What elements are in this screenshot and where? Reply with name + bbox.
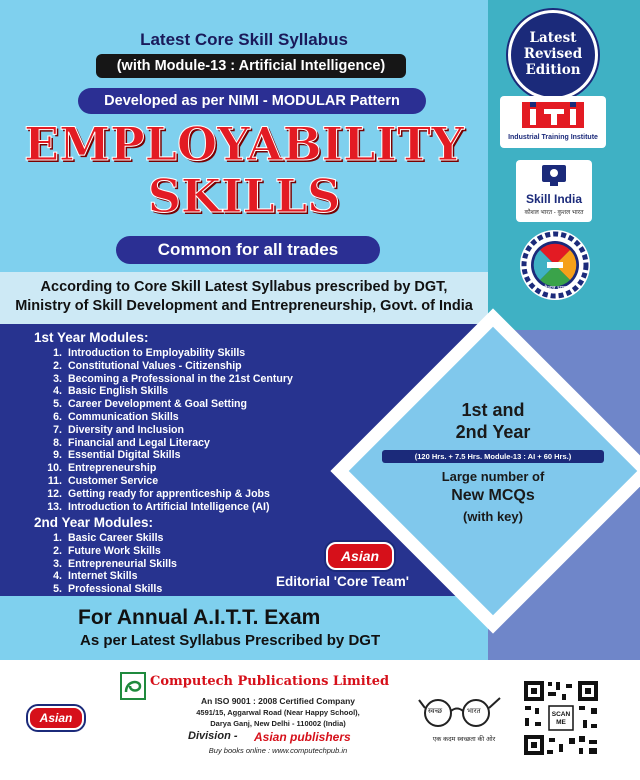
year2-modules-list — [38, 532, 177, 596]
list-item: 12. Getting ready for apprenticeship & Jobs — [47, 487, 270, 500]
title-line-1: EMPLOYABILITY — [24, 117, 464, 171]
exam-subheading: As per Latest Syllabus Prescribed by DGT — [80, 632, 381, 649]
mcq-line-2: New MCQs — [451, 487, 535, 504]
edition-badge: Latest Revised Edition — [508, 10, 598, 100]
address-line-1: 4591/15, Aggarwal Road (Near Happy School), — [196, 708, 360, 717]
band-line-2: Ministry of Skill Development and Entrepreneurship, Govt. of India — [15, 298, 473, 314]
list-item: 2. Future Work Skills — [53, 544, 161, 557]
online-store-link[interactable]: Buy books online : www.computechpub.in — [208, 746, 348, 755]
mcq-line-1: Large number of — [441, 469, 545, 484]
qr-code[interactable] — [521, 678, 601, 758]
iti-caption: Industrial Training Institute — [508, 134, 598, 141]
list-item: 8. Financial and Legal Literacy — [53, 436, 210, 449]
year1-modules-list — [38, 347, 293, 513]
module-13-banner: (with Module-13 : Artificial Intelligence) — [96, 54, 406, 78]
list-item: 13. Introduction to Artificial Intelligence (AI) — [47, 500, 270, 513]
syllabus-heading: Latest Core Skill Syllabus — [140, 30, 348, 49]
list-item: 11. Customer Service — [47, 474, 159, 487]
editorial-credit: Editorial 'Core Team' — [276, 574, 409, 589]
band-line-1: According to Core Skill Latest Syllabus prescribed by DGT, — [40, 279, 448, 295]
list-item: 6. Communication Skills — [53, 410, 179, 423]
list-item: 5. Professional Skills — [53, 583, 163, 596]
list-item: 1. Basic Career Skills — [53, 532, 164, 544]
exam-heading: For Annual A.I.T.T. Exam — [78, 606, 321, 629]
swachh-word-2: भारत — [467, 708, 481, 715]
list-item: 9. Essential Digital Skills — [53, 449, 181, 462]
list-item: 3. Entrepreneurial Skills — [53, 557, 177, 570]
mcq-line-3: (with key) — [463, 509, 523, 524]
skill-wheel-logo — [518, 228, 592, 302]
skill-india-mark — [516, 160, 592, 192]
swachh-word-1: स्वच्छ — [428, 708, 443, 715]
swachh-tagline: एक कदम स्वच्छता की ओर — [432, 736, 496, 743]
year1-modules-title: 1st Year Modules: — [34, 330, 149, 345]
year-line-2: 2nd Year — [455, 422, 531, 442]
list-item: 1. Introduction to Employability Skills — [53, 347, 246, 359]
iti-logo — [500, 96, 606, 148]
nimi-banner: Developed as per NIMI - MODULAR Pattern — [78, 88, 426, 114]
title-line-2: SKILLS — [147, 169, 341, 223]
list-item: 2. Constitutional Values - Citizenship — [53, 359, 242, 372]
list-item: 10. Entrepreneurship — [47, 462, 157, 475]
skill-india-text: Skill India — [525, 192, 582, 206]
year-line-1: 1st and — [461, 400, 525, 420]
computech-emblem-icon — [120, 672, 146, 700]
hours-label: (120 Hrs. + 7.5 Hrs. Module-13 : AI + 60 Hrs.) — [382, 450, 604, 463]
iso-label: An ISO 9001 : 2008 Certified Company — [201, 696, 355, 706]
year2-modules-title: 2nd Year Modules: — [34, 515, 154, 530]
list-item: 7. Diversity and Inclusion — [53, 423, 184, 436]
list-item: 5. Career Development & Goal Setting — [53, 398, 247, 411]
list-item: 3. Becoming a Professional in the 21st Century — [53, 372, 293, 385]
subtitle-pill: Common for all trades — [116, 236, 380, 264]
division-name: Asian publishers — [254, 730, 351, 744]
qr-label: SCAN ME — [551, 711, 571, 726]
iti-logo-mark — [500, 96, 606, 136]
list-item: 4. Basic English Skills — [53, 385, 169, 398]
skill-india-hindi: कौशल भारत - कुशल भारत — [524, 210, 584, 216]
address-line-2: Darya Ganj, New Delhi - 110002 (India) — [210, 719, 346, 728]
list-item: 4. Internet Skills — [53, 570, 138, 583]
publisher-name: Computech Publications Limited — [150, 674, 390, 689]
asian-logo-bottom: Asian — [28, 706, 84, 730]
skill-india-logo — [516, 160, 592, 222]
asian-logo-center: Asian — [326, 542, 394, 570]
division-label: Division - — [188, 730, 238, 742]
wheel-caption: कौशल भारत — [541, 286, 569, 292]
